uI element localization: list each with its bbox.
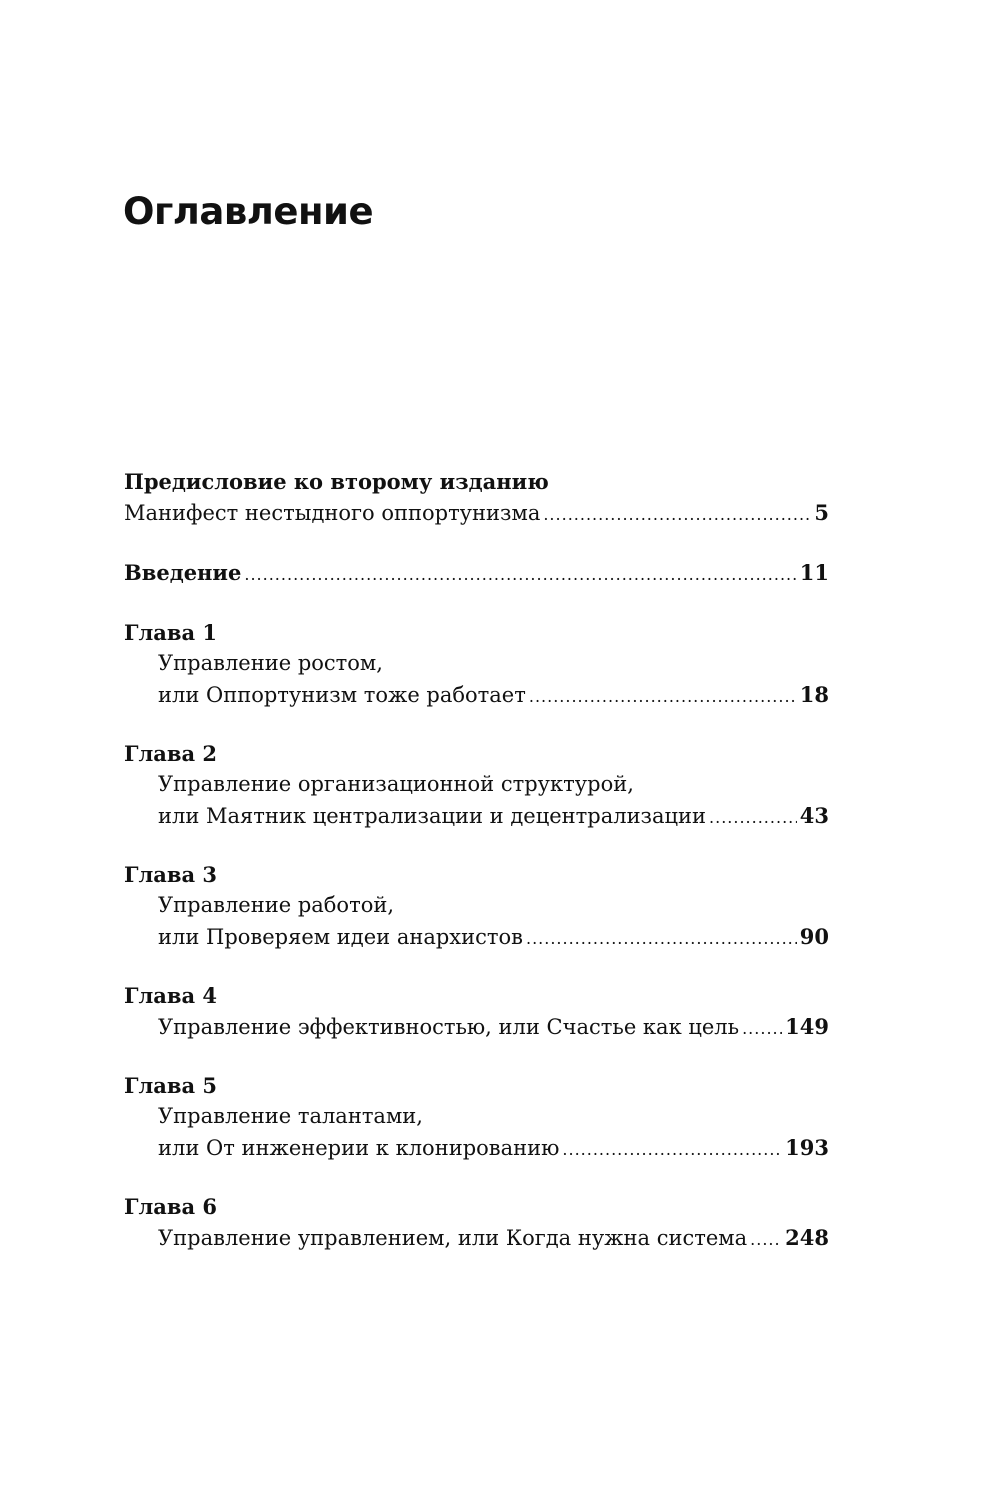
preface-heading: Предисловие ко второму изданию <box>124 469 549 494</box>
page-number: 248 <box>785 1225 829 1250</box>
introduction-title: Введение <box>124 560 242 585</box>
chapter-title-line: или Оппортунизм тоже работает <box>158 683 526 707</box>
toc-entry-chapter-6[interactable] <box>158 1222 829 1255</box>
toc-entry-preface[interactable] <box>124 497 829 530</box>
dot-leader <box>529 680 797 712</box>
page-number: 90 <box>799 924 829 949</box>
toc-entry-chapter-4[interactable] <box>158 1011 829 1044</box>
toc-chapter-1 <box>124 617 829 712</box>
toc-entry-chapter-2[interactable] <box>158 800 829 833</box>
page-title: Оглавление <box>123 190 374 233</box>
chapter-label: Глава 5 <box>124 1073 218 1098</box>
page-number: 149 <box>785 1014 829 1039</box>
chapter-title-line: Управление ростом, <box>158 651 383 675</box>
dot-leader <box>543 498 811 530</box>
page-number: 11 <box>799 560 829 585</box>
chapter-title-line: Управление организационной структурой, <box>158 772 634 796</box>
chapter-label: Глава 4 <box>124 983 218 1008</box>
chapter-title-line: Управление талантами, <box>158 1104 423 1128</box>
toc-entry-chapter-5[interactable] <box>158 1132 829 1165</box>
page-number: 43 <box>799 803 829 828</box>
page-number: 18 <box>799 682 829 707</box>
table-of-contents <box>124 466 829 1255</box>
chapter-label: Глава 2 <box>124 741 218 766</box>
toc-entry-chapter-3[interactable] <box>158 921 829 954</box>
chapter-title-line: или Маятник централизации и децентрализации <box>158 804 707 828</box>
toc-preface <box>124 466 829 530</box>
toc-introduction <box>124 557 829 590</box>
chapter-label: Глава 3 <box>124 862 218 887</box>
dot-leader <box>244 558 796 590</box>
toc-chapter-4 <box>124 980 829 1044</box>
page-number: 193 <box>785 1135 829 1160</box>
toc-entry-chapter-1[interactable] <box>158 679 829 712</box>
chapter-title-line: Управление управлением, или Когда нужна система <box>158 1226 748 1250</box>
dot-leader <box>562 1133 782 1165</box>
dot-leader <box>526 922 797 954</box>
preface-entry-title: Манифест нестыдного оппортунизма <box>124 501 541 525</box>
toc-chapter-5 <box>124 1070 829 1165</box>
toc-chapter-3 <box>124 859 829 954</box>
chapter-title-line: или Проверяем идеи анархистов <box>158 925 523 949</box>
page-number: 5 <box>814 500 829 525</box>
chapter-label: Глава 1 <box>124 620 218 645</box>
dot-leader <box>742 1012 782 1044</box>
chapter-title-line: Управление эффективностью, или Счастье как цель <box>158 1015 740 1039</box>
dot-leader <box>709 801 797 833</box>
chapter-title-line: Управление работой, <box>158 893 395 917</box>
toc-chapter-6 <box>124 1191 829 1255</box>
chapter-title-line: или От инженерии к клонированию <box>158 1136 560 1160</box>
dot-leader <box>750 1223 782 1255</box>
toc-chapter-2 <box>124 738 829 833</box>
toc-entry-introduction[interactable] <box>124 557 829 590</box>
chapter-label: Глава 6 <box>124 1194 218 1219</box>
